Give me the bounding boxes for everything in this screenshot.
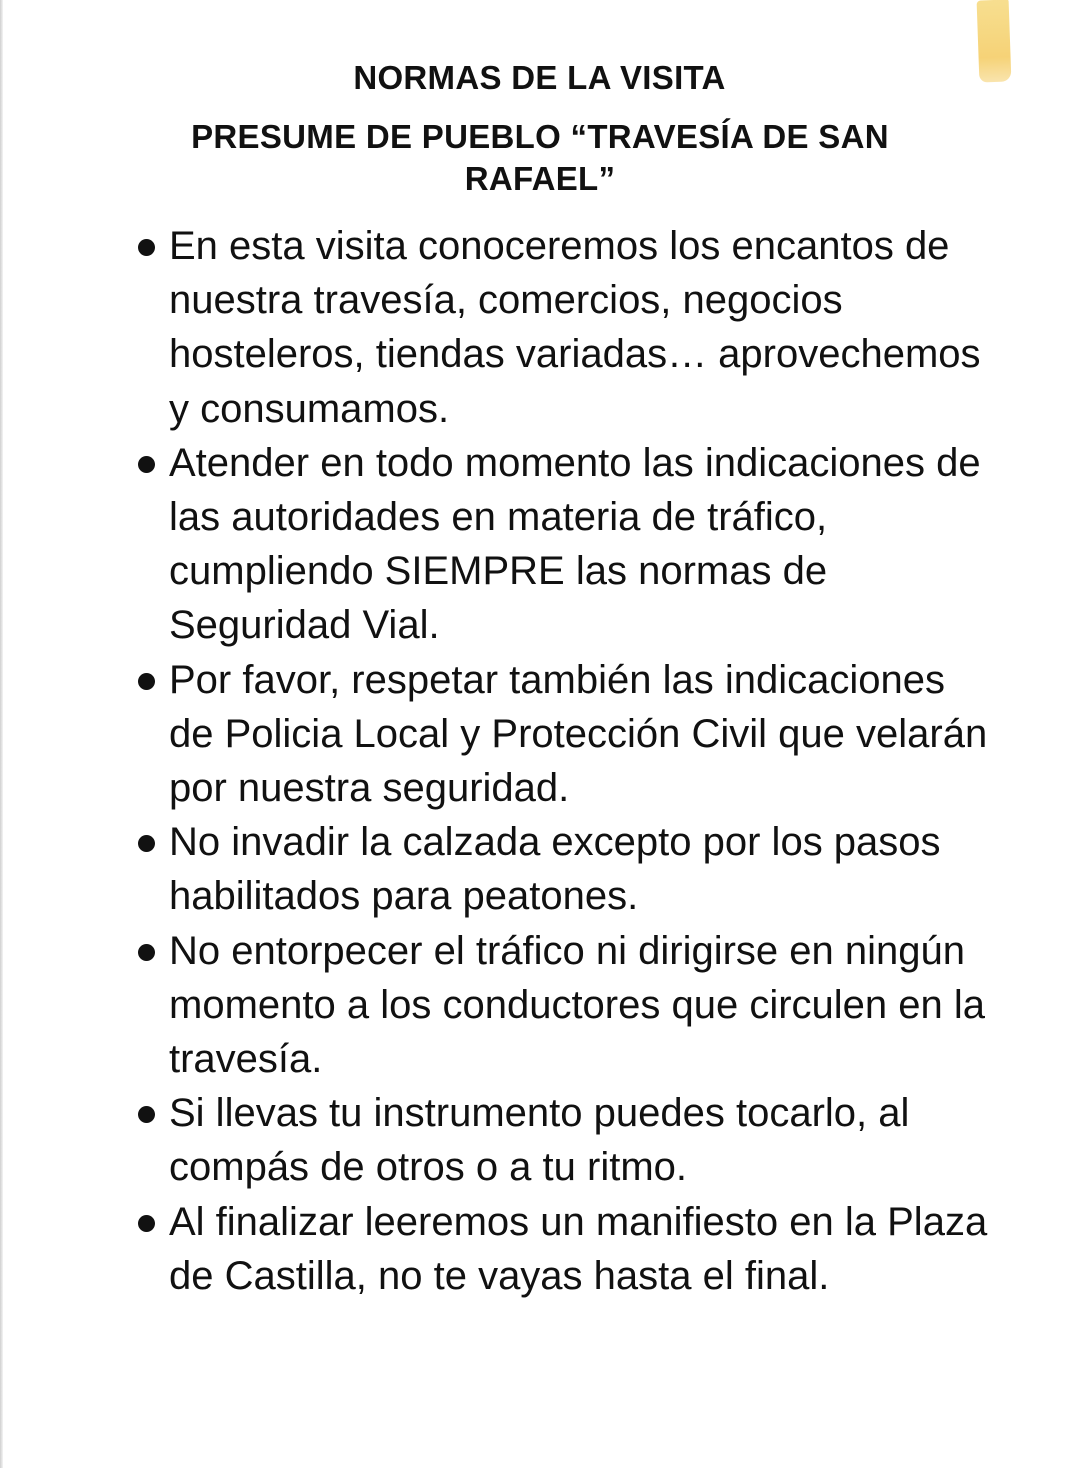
rule-text: Si llevas tu instrumento puedes tocarlo, al compás de otros o a tu ritmo. bbox=[169, 1091, 910, 1190]
rule-text: Por favor, respetar también las indicaciones de Policia Local y Protección Civil que velarán por nuestra seguridad. bbox=[169, 657, 988, 811]
rule-item bbox=[134, 1195, 994, 1303]
bullet-icon bbox=[138, 835, 155, 852]
rule-text: Al finalizar leeremos un manifiesto en la Plaza de Castilla, no te vayas hasta el final. bbox=[169, 1199, 988, 1298]
rule-item bbox=[134, 653, 994, 816]
rule-text: En esta visita conoceremos los encantos de nuestra travesía, comercios, negocios hosteleros, tiendas variadas… aprovechemos y consumamos. bbox=[169, 224, 981, 431]
bullet-icon bbox=[138, 944, 155, 961]
rule-text: No invadir la calzada excepto por los pasos habilitados para peatones. bbox=[169, 820, 941, 919]
rule-text: Atender en todo momento las indicaciones de las autoridades en materia de tráfico, cumpliendo SIEMPRE las normas de Seguridad Vial. bbox=[169, 440, 981, 648]
rule-item bbox=[134, 436, 994, 653]
bullet-icon bbox=[138, 1215, 155, 1232]
bullet-icon bbox=[138, 456, 155, 473]
rule-text: No entorpecer el tráfico ni dirigirse en ningún momento a los conductores que circulen en la travesía. bbox=[169, 928, 986, 1082]
bullet-icon bbox=[138, 673, 155, 690]
bullet-icon bbox=[138, 239, 155, 256]
bullet-icon bbox=[138, 1106, 155, 1123]
page-subtitle: PRESUME DE PUEBLO “TRAVESÍA DE SAN RAFAEL” bbox=[191, 118, 889, 197]
rule-item bbox=[134, 1086, 994, 1194]
rule-item bbox=[134, 219, 994, 436]
rule-item bbox=[134, 924, 994, 1087]
page-edge-shadow bbox=[0, 0, 3, 1468]
page-title: NORMAS DE LA VISITA bbox=[353, 59, 726, 96]
rules-list bbox=[134, 219, 994, 1303]
rule-item bbox=[134, 815, 994, 923]
